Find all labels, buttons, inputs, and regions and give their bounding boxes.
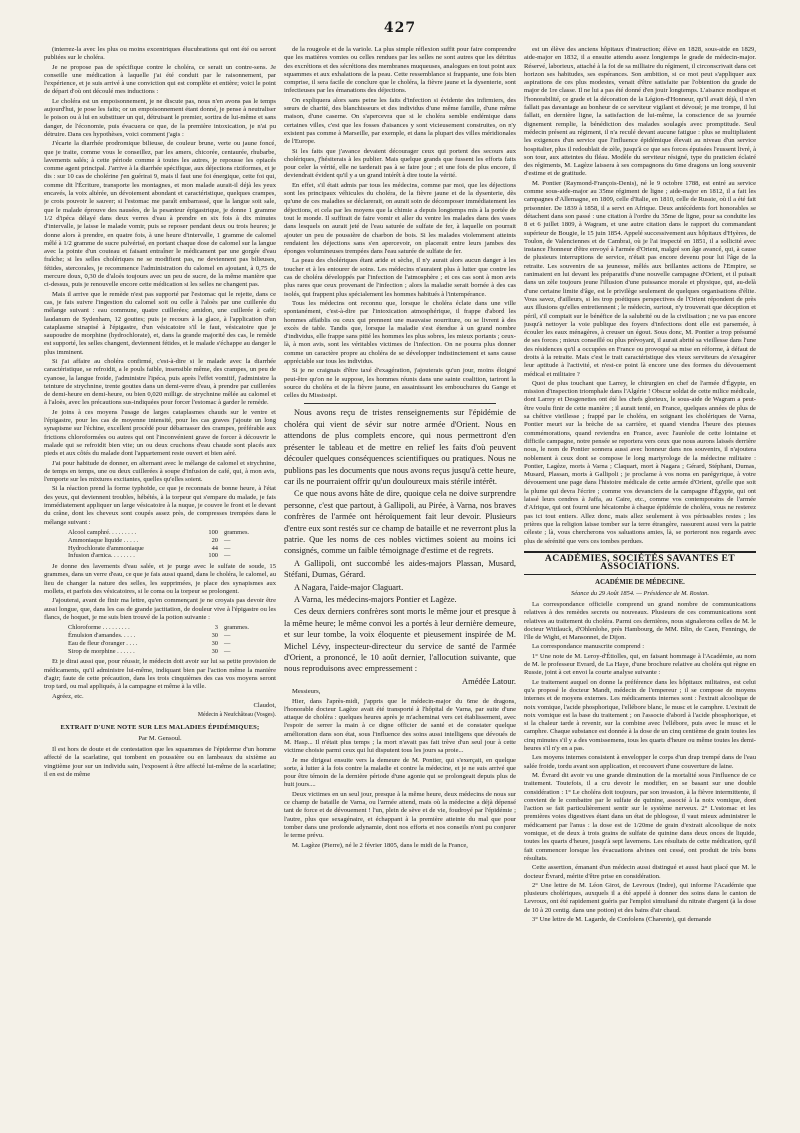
paragraph: M. Lagèze (Pierre), né le 2 février 1805, dans le midi de la France, <box>292 841 468 849</box>
paragraph: (interrez-la avec les plus ou moins excentriques élucubrations qui ont été ou seront publiées sur le choléra. <box>44 46 276 62</box>
paragraph: La correspondance officielle comprend un grand nombre de communications relatives à des remèdes secrets ou nouveaux. Plusieurs de ces communications sont relatives au traitement du choléra. Parmi ces dernières, nous signalerons celles de M. le docteur Wittlauck, d'Ohlenlohe, près Hambourg, de MM. Blin, de Caen, Fennings, de l'île de Wight, et Mansonnet, de Dijon. <box>524 601 756 642</box>
paragraph: Quoi de plus touchant que Larrey, le chirurgien en chef de l'armée d'Égypte, en mission d'inspection triomphale dans l'Algérie ! Obscur soldat de cette milice médicale, dont Larrey et Desgenettes ont été les chefs glorieux, le sous-aide de Wagram a peut-être voulu finir de cette manière ; il aurait tenté, en France, quelques années de plus de sa chétive vieillesse ; frappé par le choléra, en soignant les cholériques de Varna, Pontier meurt sur la brèche de sa carrière, et quand viendra l'heure des pieuses commémorations, quand reviendra en France, avec l'auréole de cette lointaine et difficile campagne, notre pensée se reportera vers ceux que nous aurons laissés derrière nous, le nom de Pontier sonnera aussi avec honneur dans nos souvenirs, il n'ajoutera noblement à ceux dont se compose le long martyrologe de la médecine militaire : Pontier, Lagèze, morts à Varna ; Claquart, mort à Nagara ; Gérard, Stéphani, Dumas, Musard, Plassan, morts à Gallipoli ; je proclame à vos noms en parégyrique, à votre dévouement une page dans l'histoire médicale de cette armée d'Orient, qu'elle que soit la plume qui devra l'écrire ; comme vos devanciers de la campagne d'Égypte, qui ont laissé leurs cendres à Jaffa, au Caire, etc., comme vos contemporains de l'armée d'Afrique, qui ont fourni une hécatombe à chaque épidémie de choléra, vous ne resterez pas ici tout entiers. Allez donc, mais allez seulement à vos périssables restes ; les prières que la religion laisse tomber sur la terre étrangère, rassurent aussi vers la patrie céleste ; là, vous chercherons vos saluations amies, là, se porteront nos regards avec plus de sérénité que vers ces tombes perdues. <box>524 379 756 545</box>
recipe-row: Ammoniaque liquide . . . . . 20 — <box>68 536 231 544</box>
article-byline: Par M. Gensoul. <box>138 734 182 742</box>
paragraph: En effet, s'il était admis par tous les médecins, comme par moi, que les déjections sont les principaux véhicules du choléra, de la fièvre jaune et de la dysenterie, dès qu'une de ces maladies se déclarerait, on aurait soin de décomposer immédiatement les déjections, et cela par les moyens que la chimie a depuis longtemps mis à la portée de tout le monde. Il suffirait de faire vomir et aller du ventre les malades dans des vases dans lesquels on aurait jeté de l'eau saturée de sulfate de fer, à laquelle on pourrait ajouter un peu de poussière de charbon de bois. Si les malades violemment atteints rendaient les déjections sans s'en apercevoir, on placerait entre leurs jambes des éponges volumineuses trempées dans l'eau saturée de sulfate de fer. <box>284 181 516 256</box>
paragraph: 2° Une lettre de M. Léon Girot, de Levroux (Indre), qui informe l'Académie que plusieurs cholériques, auxquels il a été appelé à donner des soins dans le canton de Levroux, ont été rapidement guéris par l'emploi simultané du nitrate d'argent (à la dose de 10 à 20 centig. dans une potion) et des bains d'air chaud. <box>524 881 756 914</box>
paragraph: Cette assertion, émanant d'un médecin aussi distingué et aussi haut placé que M. le docteur Évrard, mérite d'être prise en considération. <box>524 864 756 880</box>
paragraph: Si les faits que j'avance devaient décourager ceux qui portent des secours aux cholériques, j'hésiterais à les publier. Mais quelque grands que fussent les efforts faits pour celer la vérité, elle ne tarderait pas à se faire jour ; et une fois de plus encore, il deviendrait évident qu'il y a un grand intérêt à dire toute la vérité. <box>284 147 516 180</box>
column-middle <box>284 46 516 1121</box>
paragraph: Agréez, etc. <box>52 692 84 700</box>
recipe-row: Chloroforme . . . . . . . . . 3 grammes. <box>68 624 250 632</box>
recipe-row: Hydrochlorate d'ammoniaque 44 — <box>68 544 231 552</box>
column-right <box>524 46 756 1121</box>
recipe-row: Émulsion d'amandes. . . . . 30 — <box>68 631 231 639</box>
paragraph: Ces deux derniers confrères sont morts le même jour et presque à la même heure; le même convoi les a portés à leur dernière demeure, et sur leur tombe, la voix éloquente et pieusement inspirée de M. Michel Lévy, inspecteur-directeur du service de santé de l'armée d'Orient, a prononcé, le 10 août dernier, l'allocution suivante, que nous reproduisons avec empressement : <box>284 607 516 674</box>
paragraph: Mais il arrive que le remède n'est pas supporté par l'estomac qui le rejette, dans ce cas, je fais suivre l'ingestion du calomel soit ou celle à l'aloès par une cuillerée du mélange suivant : eau commune, quatre cuillerées; amidon, une cuillerée à café; laudanum de Sydenham, 12 gouttes; puis je recours à la glace, à l'application d'un cataplasme sinapisé à l'épigastre, d'un vésicatoire s'il le faut, vésicatoire que je saupoudre de morphine (hydrochlorate), et, dans la grande majorité des cas, le remède est supporté, les selles changent, deviennent fétides, et le malade s'échappe au danger le plus imminent. <box>44 290 276 356</box>
section-rule <box>524 574 756 575</box>
paragraph: de la rougeole et de la variole. La plus simple réflexion suffit pour faire comprendre que les matières vomies ou celles rendues par les selles ne sont autres que les détritus des excrétions et des sécrétions des membranes muqueuses, analogues en tout point aux squammes et aux exhalations de la peau. Cette ressemblance si frappante, une fois bien comprise, il sera facile de conclure que le choléra, la fièvre jaune et la dysenterie, sont infectieuses par les émanations des déjections. <box>284 46 516 95</box>
paragraph: Je me dirigeai ensuite vers la demeure de M. Pontier, qui s'exerçait, en quelque sorte, à lutter à la fois contre la maladie et contre la médecine, et je ne suis arrivé que pour être témoin de la dernière période d'une agonie qui se prolongeait depuis plus de huit jours.... <box>284 756 516 789</box>
paragraph: A Nagara, l'aide-major Claguart. <box>294 582 404 592</box>
paragraph: Nous avons reçu de tristes renseignements sur l'épidémie de choléra qui vient de sévir sur notre armée d'Orient. Nous en attendons de plus complets encore, qui nous permettront d'en présenter le tableau et de mettre en relief les faits d'où peuvent découler quelques conséquences scientifiques ou pratiques. Nous ne publions pas les documents que nous avons reçus jusqu'à cette heure, car ils ne pourraient offrir qu'un douloureux mais stérile intérêt. <box>284 408 516 486</box>
session-line: Séance du 29 Août 1854. — Présidence de M. Rostan. <box>571 589 709 597</box>
page-number: 427 <box>383 20 417 36</box>
paragraph: Tous les médecins ont reconnu que, lorsque le choléra éclate dans une ville spontanément, c'est-à-dire par l'intoxication atmosphérique, il frappe d'abord les hommes affaiblis ou ceux qui prennent une mauvaise nourriture, ou se livrent à des excès de table. Tandis que, lorsque la maladie s'est étendue à un grand nombre d'individus, elle frappe sans pitié les hommes les plus sobres, les mieux portants ; ceux-là, à mon avis, sont les véritables victimes de l'infection. On ne pourra plus donner comme un caractère propre au choléra de se développer indistinctement et sans cause appréciable sur tous les individus. <box>284 299 516 365</box>
paragraph: Si j'ai affaire au choléra confirmé, c'est-à-dire si le malade avec la diarrhée caractéristique, se refroidit, a le pouls faible, insensible même, des crampes, un peu de cyanose, la langue froide, j'administre l'ipéca, puis après l'effet vomitif, j'administre la teinture de strychnine, trente gouttes dans un demi-verre d'eau, à prendre par cuillerées de demi-heure en demi-heure, ou bien 0,020 milligr. de strychnine mêlée au calomel et à l'aloès, avec les précautions sus-indiquées pour forcer l'estomac à garder le remède. <box>44 357 276 407</box>
recipe-row: Infusion d'arnica. . . . . . . . 100 — <box>68 552 231 560</box>
paragraph: J'écarte la diarrhée prodromique bilieuse, de couleur brune, verte ou jaune foncé, que je traite, comme vous le conseillez, par les amers, chicorée, centaurée, rhubarbe, lavements salés; à cette période comme à toutes les autres, je repousse les opiacés comme agent principal. J'arrive à la diarrhée spécifique, aux déjections riziformes, et je dis : sur 10 cas de cholérine j'en guérirai 9, mais il faut une foi énergique, cette foi qui, comme dit l'Écriture, transporte les montagnes, et mon malade aurait-il déjà les yeux encavés, la voix altérée, un dévoiement abondant et caractéristique, quelques crampes, je crois pouvoir le sauver; si l'estomac me paraît embarrassé, que la langue soit sale, que le malade éprouve des nausées, de la pesanteur épigastrique, je donne 1 gramme 1/2 d'ipéca délayé dans deux verres d'eau à prendre en six fois à dix minutes d'intervalle, je laisse le malade vomir, puis se reposer pendant deux ou trois heures; je donne alors à prendre, en quatre fois, à une heure d'intervalle, 1 gramme de calomel mêlé à 1/2 gramme de sucre pulvérisé, en portant chaque dose de calomel sur la langue avec la pointe d'un couteau et faisant entraîner le médicament par une gorgée d'eau fraîche; si les selles cholériques ne se modifient pas, ne deviennent pas bilieuses, fétides, stercorales, je recommence l'administration du calomel en ajoutant, à 0,75 de mercure doux, 0,30 de d'aloès toujours avec un peu de sucre, de la même manière que ci-dessus, puis je renouvelle encore cette médication si les selles ne changent pas. <box>44 140 276 289</box>
signature: Claudot, <box>253 701 276 709</box>
article-title: EXTRAIT D'UNE NOTE SUR LES MALADIES ÉPIDÉMIQUES; <box>60 724 260 732</box>
paragraph: Hier, dans l'après-midi, j'appris que le médecin-major du 6me de dragons, l'honorable docteur Lagèze avait été transporté à l'hôpital de Varna, par suite d'une attaque de choléra : quelques heures après je m'acheminai vers cet établissement, avec l'espoir de serrer la main à ce digne officier de santé et de constater quelque amélioration dans son état, sous l'influence des soins aussi intelligens que dévoués de M. Hasp... Il n'était plus temps ; la mort n'avait pas fait trève d'un seul jour à cette victime choisie parmi ceux qui lui disputent tous les jours sa proie... <box>284 697 516 755</box>
paragraph: Si la réaction prend la forme typhoïde, ce que je reconnais de bonne heure, à l'état des yeux, qui deviennent troubles, hébétés, à la torpeur qui s'empare du malade, je fais immédiatement appliquer un large vésicatoire à la nuque, je couvre le front et le devant du crâne, dont les cheveux sont coupés assez près, de compresses trempées dans le mélange suivant : <box>44 485 276 526</box>
paragraph: La correspondance manuscrite comprend : <box>532 643 645 651</box>
paragraph: La peau des cholériques étant aride et sèche, il n'y aurait alors aucun danger à les toucher et à les entourer de soins. Les médecins n'auraient plus à lutter que contre les cas de choléra développés par l'infection de l'atmosphère ; et ces cas sont à mon avis plus rares que ceux provenant de l'infection ; alors la maladie serait bornée à des cas isolés, qui frappent plus spécialement les hommes habitués à l'intempérance. <box>284 257 516 298</box>
paragraph: Si je ne craignais d'être taxé d'exagération, j'ajouterais qu'un jour, moins éloigné peut-être qu'on ne le suppose, les hommes réunis dans une sainte coalition, tariront la source du choléra et de la fièvre jaune, en assainissant les embouchures du Gange et celles du Mississipi. <box>284 367 516 400</box>
paragraph: J'ajouterai, avant de finir ma lettre, qu'en commençant je ne croyais pas devoir être aussi longue, que, dans les cas de grande jactitation, de douleur vive à l'épigastre ou les flancs, de hoquet, je me suis bien trouvé de la potion suivante : <box>44 597 276 621</box>
recipe-row: Sirop de morphine . . . . . . 30 — <box>68 647 231 655</box>
paragraph: Il est hors de doute et de contestation que les squammes de l'épiderme d'un homme affecté de la scarlatine, qui tombent en poussière ou en lambeaux du sixième au vingtième jour sur un individu sain, l'exposent à être affecté lui-même de la scarlatine; il en est de même <box>44 746 276 778</box>
section-title: ACADÉMIES, SOCIÉTÉS SAVANTES ET ASSOCIATIONS. <box>544 552 736 573</box>
paragraph: Messieurs, <box>292 688 321 696</box>
recipe-row: Alcool camphré. . . . . . . . . 100 grammes. <box>68 528 250 536</box>
paragraph: 3° Une lettre de M. Lagarde, de Confolens (Charente), qui demande <box>532 915 712 923</box>
paragraph: Le traitement auquel on donne la préférence dans les hôpitaux militaires, est celui qu'a proposé le docteur Mandt, médecin de l'empereur ; il se compose de moyens internes et de moyens externes. Les médicaments internes sont : l'extrait alcoolique de noix vomique, l'acide phosphorique, l'ellébore blanc, le musc et le camphre. L'extrait de noix vomique est la base du traitement ; on l'associe d'abord à l'acide phosphorique, et si la chaleur tarde à revenir, sur la combine avec l'ellébore, puis avec le musc et le camphre. Chaque substance est donnée à la dose de un cinq centième de grain toutes les cinq minutes s'il y a des vomissemens, tous les quarts d'heure ou même toutes les demi-heures s'il n'y en a pas. <box>524 678 756 753</box>
paragraph: Je joins à ces moyens l'usage de larges cataplasmes chauds sur le ventre et l'épigastre, pour les cas de moyenne intensité, pour les cas graves j'ajoute un long synapisme sur l'échine, excellent procédé pour débarrasser des crampes, préférable aux frictions chloroformées ou autres qui ont l'inconvénient grave de forcer à découvrir le malade qui se refroidit bien vite; un ou deux cruchons d'eau chaude sont placés aux pieds et aux côtés du malade dont l'appartement reste ouvert et bien aéré. <box>44 408 276 458</box>
paragraph: A Gallipoli, ont succombé les aides-majors Plassan, Musard, Stéfani, Dumas, Gérard. <box>284 558 516 580</box>
signature: Amédée Latour. <box>462 676 516 686</box>
recipe-table-2 <box>68 624 276 655</box>
recipe-row: Eau de fleur d'oranger . . . . 30 — <box>68 639 231 647</box>
paragraph: Les moyens internes consistent à envelopper le corps d'un drap trempé dans de l'eau salée froide, tordu avant son application, et recouvert d'une couverture de laine. <box>524 754 756 770</box>
paragraph: A Varna, les médecins-majors Pontier et Lagèze. <box>294 594 457 604</box>
paragraph: Je ne propose pas de spécifique contre le choléra, ce serait un contre-sens. Je conseille une médication à laquelle j'ai été conduit par le raisonnement, par l'expérience, et je suis arrivé à une conviction qui est complète et entière; voici le point de départ d'où ont découlé mes inductions : <box>44 63 276 96</box>
subsection-title: ACADÉMIE DE MÉDECINE. <box>595 579 685 587</box>
paragraph: On expliquera alors sans peine les faits d'infection si évidente des infirmiers, des sœurs de charité, des blanchisseurs et des individus d'une même famille, d'une même maison, d'une caserne. On s'apercevra que si le choléra semble endémique dans certaines villes, c'est que les fosses d'aisances y sont vicieusement construites, on n'y existent pas comme à Marseille, par exemple, et dans la plupart des villes méridionales de l'Europe. <box>284 96 516 146</box>
paragraph: est un élève des anciens hôpitaux d'instruction; élève en 1828, sous-aide en 1829, aide-major en 1832, il a ensuite attendu assez longtemps le grade de médecin-major. Réservé, laborieux, attaché à la foi de sa milliaire du régiment, il circonscrivait dans cet horizon ses habitudes, ses espérances. Son ambition, si ce mot peut s'appliquer aux aspirations de ces plus modestes, venait d'être satisfaite par l'obtention du grade de major de 1re classe. Il ne lui a pas été donné d'en jouir longtemps. L'aisance modique et l'honorabilité, ce grade et la décoration de la Légion-d'Honneur, qu'il avait déjà, il n'en fallait pas davantage au bonheur de ce serviteur vigilant et dévoué; je me trompe, il lui fallait, en dernière ligne, la satisfaction de lui-même, la conscience de sa journée dignement remplie, la bénédiction des malades soulagés avec promptitude. Seul médecin présent au régiment, il n'a reculé devant aucune fatigue : plus se multipliaient les exigences d'un service que l'influence épidémique élevait au niveau d'un service hospitalier, plus il redoublait de zèle, jusqu'à ce que ses forces épuisées l'eussent livré, à son tour, aux atteintes du fléau. Modèle du serviteur résigné, type du praticien éclairé des régiments, M. Lagèze laissera à ses compagnons du 6me dragons un long souvenir d'estime et de gratitude. <box>524 46 756 178</box>
editorial-block <box>284 407 516 687</box>
paragraph: M. Évrard dit avoir vu une grande diminution de la mortalité sous l'influence de ce traitement. Toutefois, il a cru devoir le modifier, en se basant sur une double considération : 1° Le choléra doit toujours, par son invasion, à la fièvre intermittente, il convient de le combattre par le sulfate de quinine, associé à la noix vomique, dont l'action se fait particulièrement sentir sur le système nerveux. 2° L'estomac et les premières voies digestives étant dans un état de phlogose, il vaut mieux administrer le médicament par l'anus : la dose est de 1/20me de grain d'extrait alcoolique de noix vomique, et de deux à trois grains de sulfate de quinine dans deux onces de liquide, toutes les quarts d'heure, jusqu'à sept lavemens. Les résultats de cette médication, qu'il fait commencer lorsque les évacuations alvines ont cessé, ont produit de très bons résultats. <box>524 771 756 862</box>
paragraph: Ce que nous avons hâte de dire, quoique cela ne doive surprendre personne, c'est que partout, à Gallipoli, au Pirée, à Varna, nos braves confrères de l'armée ont héroïquement fait leur devoir. Plusieurs d'entre eux sont restés sur ce champ de bataille et ne reverront plus la patrie. Que les noms de ces nobles victimes soient au moins ici consignés, comme un faible témoignage d'estime et de regrets. <box>284 489 516 556</box>
recipe-table-1 <box>68 529 276 560</box>
paragraph: Et je dirai aussi que, pour réussir, le médecin doit avoir sur lui sa petite provision de médicaments, qu'il administre lui-même, indiquant bien par l'action même la manière d'agir; faute de cette précaution, dans les trois cinquièmes des cas vos moyens seront trop tard, ou mal appliqués, à la campagne et même à la ville. <box>44 658 276 691</box>
column-left <box>44 46 276 1121</box>
paragraph: Le choléra est un empoisonnement, je ne discute pas, nous n'en avons pas le temps aujourd'hui, je pose les faits; or un empoisonnement étant donné, je pense à neutraliser le poison ou à lui en substituer un qui, détruisant le premier, sortira de lui-même et sans danger, de l'économie, puis évacuera ce que, de la première intoxication, je n'ai pu détruire. Dans ces hypothèses, voici comment j'agis : <box>44 97 276 138</box>
paragraph: 1° Une note de M. Leroy-d'Étiolles, qui, en faisant hommage à l'Académie, au nom de M. le professeur Evrard, de La Haye, d'une brochure relative au choléra qui règne en Russie, joint à cet envoi la courte analyse suivante : <box>524 652 756 677</box>
paragraph: Deux victimes en un seul jour, presque à la même heure, deux médecins de nous sur ce champ de bataille de Varna, ou l'armée attend, mais où la médecine a déjà dépensé tant de force et de dévouement ! l'un, plein de sève et de vie, foudroyé par l'épidémie ; l'autre, plus que sexagénaire, et échappant à la première atteinte du mal que pour tomber dans une profonde adynamie, dont nos efforts et nos conseils n'ont pu conjurer le terme prévu. <box>284 790 516 840</box>
signature-place: Médecin à Neufchâteau (Vosges). <box>197 712 276 719</box>
section-divider <box>304 403 496 404</box>
paragraph: M. Pontier (Raymond-François-Denis), né le 9 octobre 1788, est entré au service comme sous-aide-major au 35me régiment de ligne ; aide-major en 1812, il a fait les campagnes d'Allemagne, en 1809, celle d'Italie, en 1810, celle de Russie, où il a été fait prisonnier. De 1839 à 1858, il a servi en Afrique. Deux antécédents fort honorables se détachent dans son passé : une citation à l'ordre du 35me de ligne, pour sa conduite les 8 et 6 juillet 1809, à Wagram, et une autre citation dans le rapport du commandant supérieur de Bougie, le 15 juin 1854. Appelé successivement aux hôpitaux d'Hyères, de Toulon, de Valenciennes et de Cambrai, où je l'ai inspecté en 1851, il a sollicité avec instance l'honneur d'être envoyé à l'armée d'Orient, malgré son âge avancé, qui, à cause de plusieurs interruptions de service, n'était pas encore devenu pour lui l'âge de la retraite. Les souvenirs de sa jeunesse, mêlés aux brillantes actions de l'Empire, se ranimaient en lui devant les préparatifs d'une nouvelle campagne d'Orient, et il puisait dans un zèle toujours jeune l'illusion d'une puissance morale et physique, qui, au-delà d'une certaine limite d'âge, est le privilège seulement de quelques organisations d'élite. Vous savez, d'ailleurs, si les trop poétiques perspectives de l'Orient répondent de près aux illusions qu'elles entretiennent ; le médecin, surtout, n'y trouverait que déception et péril, s'il comptait sur le bénéfice de la salubrité ou de la civilisation ; ne va pas encore jusqu'à nettoyer la voie publique des foyers d'infections dont elle est parsemée, à écouler les eaux ménagères, à creuser un égout. Sous donc, M. Pontier a trop présumé de ses forces ; mieux conseillé ou plus prévoyant, il aurait abrité sa vieillesse dans l'une des résidences qu'il a occupées en France ou provoqué sa mise en réforme, à défaut de droits à la retraite. Mais c'est le trait caractéristique des vieux serviteurs de s'exagérer leur aptitude à l'activité, et n'est-ce point là encore une des formes du dévouement médical et militaire ? <box>524 179 756 378</box>
paragraph: Je donne des lavements d'eau salée, et je purge avec le sulfate de soude, 15 grammes, dans un verre d'eau, ce que je fais aussi quand, dans le choléra, le calomel, au lieu de changer la nature des selles, les supprimées, je place des synapismes aux mollets, et parfois des vésicatoires, si le coma ou la torpeur se prolongent. <box>44 563 276 595</box>
paragraph: J'ai pour habitude de donner, en alternant avec le mélange de calomel et strychnine, de temps en temps, une ou deux cuillerées à soupe d'infusion de café, qui, à mon avis, l'emporte sur les mixtures excitantes, quelles qu'elles soient. <box>44 459 276 484</box>
